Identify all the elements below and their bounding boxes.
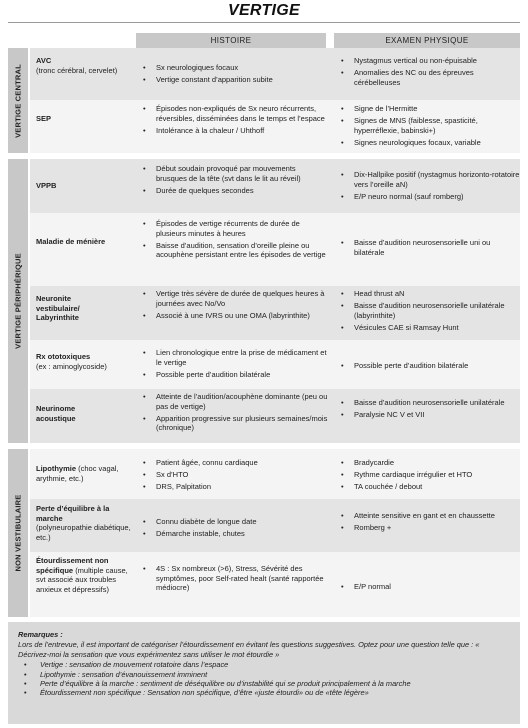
history-item: • Associé à une IVRS ou une OMA (labyrinthite): [140, 311, 328, 321]
exam-item: • Baisse d’audition neurosensorielle uni ou bilatérale: [338, 238, 520, 257]
condition-name: AVC: [36, 56, 52, 65]
remark-item: • Perte d’équilibre à la marche : sentiment de déséquilibre ou d’instabilité qui se produit principalement à la marche: [18, 679, 510, 688]
history-cell: [140, 104, 328, 138]
history-item: • Vertige constant d’apparition subite: [140, 75, 328, 85]
condition-meniere: [36, 237, 106, 247]
exam-item: • Romberg +: [338, 523, 520, 533]
exam-item: • Anomalies des NC ou des épreuves cérébelleuses: [338, 68, 520, 87]
history-cell: [140, 517, 328, 541]
history-item: • Connu diabète de longue date: [140, 517, 328, 527]
exam-item: • Vésicules CAE si Ramsay Hunt: [338, 323, 520, 333]
condition-etourdissement: [36, 556, 134, 594]
exam-item: • TA couchée / debout: [338, 482, 520, 492]
condition-name: VPPB: [36, 181, 57, 190]
condition-name: Perte d’équilibre à la marche: [36, 504, 110, 523]
history-cell: [140, 348, 328, 382]
condition-sub: (polyneuropathie diabétique, etc.): [36, 523, 131, 542]
exam-item: • Possible perte d’audition bilatérale: [338, 361, 520, 371]
history-item: • Démarche instable, chutes: [140, 529, 328, 539]
remarks-title: Remarques :: [18, 630, 63, 639]
group-label-peripheral: [8, 159, 28, 443]
exam-item: • Rythme cardiaque irrégulier et HTO: [338, 470, 520, 480]
condition-name: Rx ototoxiques: [36, 352, 91, 361]
exam-item: • Signes neurologiques focaux, variable: [338, 138, 520, 148]
exam-item: • Signe de l’Hermitte: [338, 104, 520, 114]
exam-item: • Signes de MNS (faiblesse, spasticité, hyperréflexie, babinski+): [338, 116, 520, 135]
history-cell: [140, 564, 328, 595]
exam-cell: [338, 289, 520, 335]
title-divider: [8, 22, 520, 23]
exam-cell: [338, 104, 520, 150]
exam-cell: [338, 361, 520, 373]
history-item: • Début soudain provoqué par mouvements brusques de la tête (svt dans le lit au réveil): [140, 164, 328, 183]
group-label-text: VERTIGE CENTRAL: [13, 63, 23, 138]
condition-perte-equilibre: [36, 504, 134, 542]
history-cell: [140, 219, 328, 262]
history-item: • Patient âgée, connu cardiaque: [140, 458, 328, 468]
exam-item: • Head thrust aN: [338, 289, 520, 299]
remarks-intro: Lors de l’entrevue, il est important de catégoriser l’étourdissement en évitant les questions suggestives. Optez pour une question telle que : « Décrivez-moi la sensation que vous expérimentez sans utiliser le mot étourdie »: [18, 640, 480, 659]
history-item: • Épisodes de vertige récurrents de durée de plusieurs minutes à heures: [140, 219, 328, 238]
remarks-box: [8, 622, 520, 724]
history-item: • Baisse d’audition, sensation d’oreille pleine ou acouphène persistant entre les épisodes de vertige: [140, 241, 328, 260]
exam-item: • Nystagmus vertical ou non-épuisable: [338, 56, 520, 66]
group-label-non-vestibular: [8, 449, 28, 617]
condition-name: Maladie de ménière: [36, 237, 106, 246]
exam-item: • E/P neuro normal (sauf romberg): [338, 192, 520, 202]
condition-sub: (multiple cause, svt associé aux troubles anxieux et dépressifs): [36, 565, 128, 594]
exam-cell: [338, 170, 520, 204]
condition-sub: (choc vagal, arythmie, etc.): [36, 464, 119, 483]
exam-item: • Baisse d’audition neurosensorielle unilatérale (labyrinthite): [338, 301, 520, 320]
condition-sep: [36, 114, 134, 124]
condition-name: SEP: [36, 114, 52, 123]
condition-sub: (ex : aminoglycoside): [36, 361, 107, 371]
group-label-central: [8, 48, 28, 153]
exam-item: • Paralysie NC V et VII: [338, 410, 520, 420]
history-cell: [140, 164, 328, 198]
exam-item: • Atteinte sensitive en gant et en chaussette: [338, 511, 520, 521]
exam-item: • Baisse d’audition neurosensorielle unilatérale: [338, 398, 520, 408]
exam-cell: [338, 238, 520, 260]
exam-cell: [338, 56, 520, 90]
group-label-text: VERTIGE PÉRIPHÉRIQUE: [13, 253, 23, 349]
history-item: • Vertige très sévère de durée de quelques heures à journées avec No/Vo: [140, 289, 328, 308]
history-item: • Possible perte d’audition bilatérale: [140, 370, 328, 380]
condition-name: Neurinome acoustique: [36, 404, 76, 423]
history-item: • Durée de quelques secondes: [140, 186, 328, 196]
exam-cell: [338, 582, 520, 594]
condition-rx-ototoxiques: [36, 352, 134, 371]
exam-item: • E/P normal: [338, 582, 520, 592]
condition-lipothymie: [36, 464, 134, 483]
condition-name: Neuronite vestibulaire/ Labyrinthite: [36, 294, 80, 322]
remark-item: • Étourdissement non spécifique : Sensation non spécifique, d’être «juste étourdi» ou de «tête légère»: [18, 688, 510, 697]
history-column-header: HISTOIRE: [136, 33, 326, 48]
exam-item: • Dix-Hallpike positif (nystagmus horizonto-rotatoire vers l’oreille aN): [338, 170, 520, 189]
history-item: • 4S : Sx nombreux (>6), Stress, Sévérité des symptômes, poor Self-rated healt (santé rapportée médiocre): [140, 564, 328, 593]
history-item: • DRS, Palpitation: [140, 482, 328, 492]
history-item: • Atteinte de l’audition/acouphène dominante (peu ou pas de vertige): [140, 392, 328, 411]
condition-name: Lipothymie: [36, 464, 77, 473]
history-item: • Lien chronologique entre la prise de médicament et le vertige: [140, 348, 328, 367]
exam-cell: [338, 398, 520, 422]
condition-name: Étourdissement non spécifique: [36, 556, 109, 575]
condition-neuronite: [36, 294, 116, 323]
history-cell: [140, 392, 328, 435]
remark-item: • Lipothymie : sensation d’évanouissement imminent: [18, 670, 510, 679]
exam-item: • Bradycardie: [338, 458, 520, 468]
remark-item: • Vertige : sensation de mouvement rotatoire dans l’espace: [18, 660, 510, 669]
history-item: • Sx neurologiques focaux: [140, 63, 328, 73]
condition-sub: (tronc cérébral, cervelet): [36, 65, 118, 75]
exam-cell: [338, 458, 520, 494]
history-cell: [140, 289, 328, 323]
history-item: • Intolérance à la chaleur / Uhthoff: [140, 126, 328, 136]
history-item: • Apparition progressive sur plusieurs semaines/mois (chronique): [140, 414, 328, 433]
history-item: • Épisodes non-expliqués de Sx neuro récurrents, réversibles, disséminées dans le temps et l’espace: [140, 104, 328, 123]
page-title: VERTIGE: [227, 2, 301, 19]
exam-column-header: EXAMEN PHYSIQUE: [334, 33, 520, 48]
history-cell: [140, 63, 328, 87]
condition-avc: [36, 56, 134, 75]
history-item: • Sx d’HTO: [140, 470, 328, 480]
condition-vppb: [36, 181, 134, 191]
group-label-text: NON VESTIBULAIRE: [13, 494, 23, 572]
exam-cell: [338, 511, 520, 535]
condition-neurinome: [36, 404, 96, 423]
history-cell: [140, 458, 328, 494]
